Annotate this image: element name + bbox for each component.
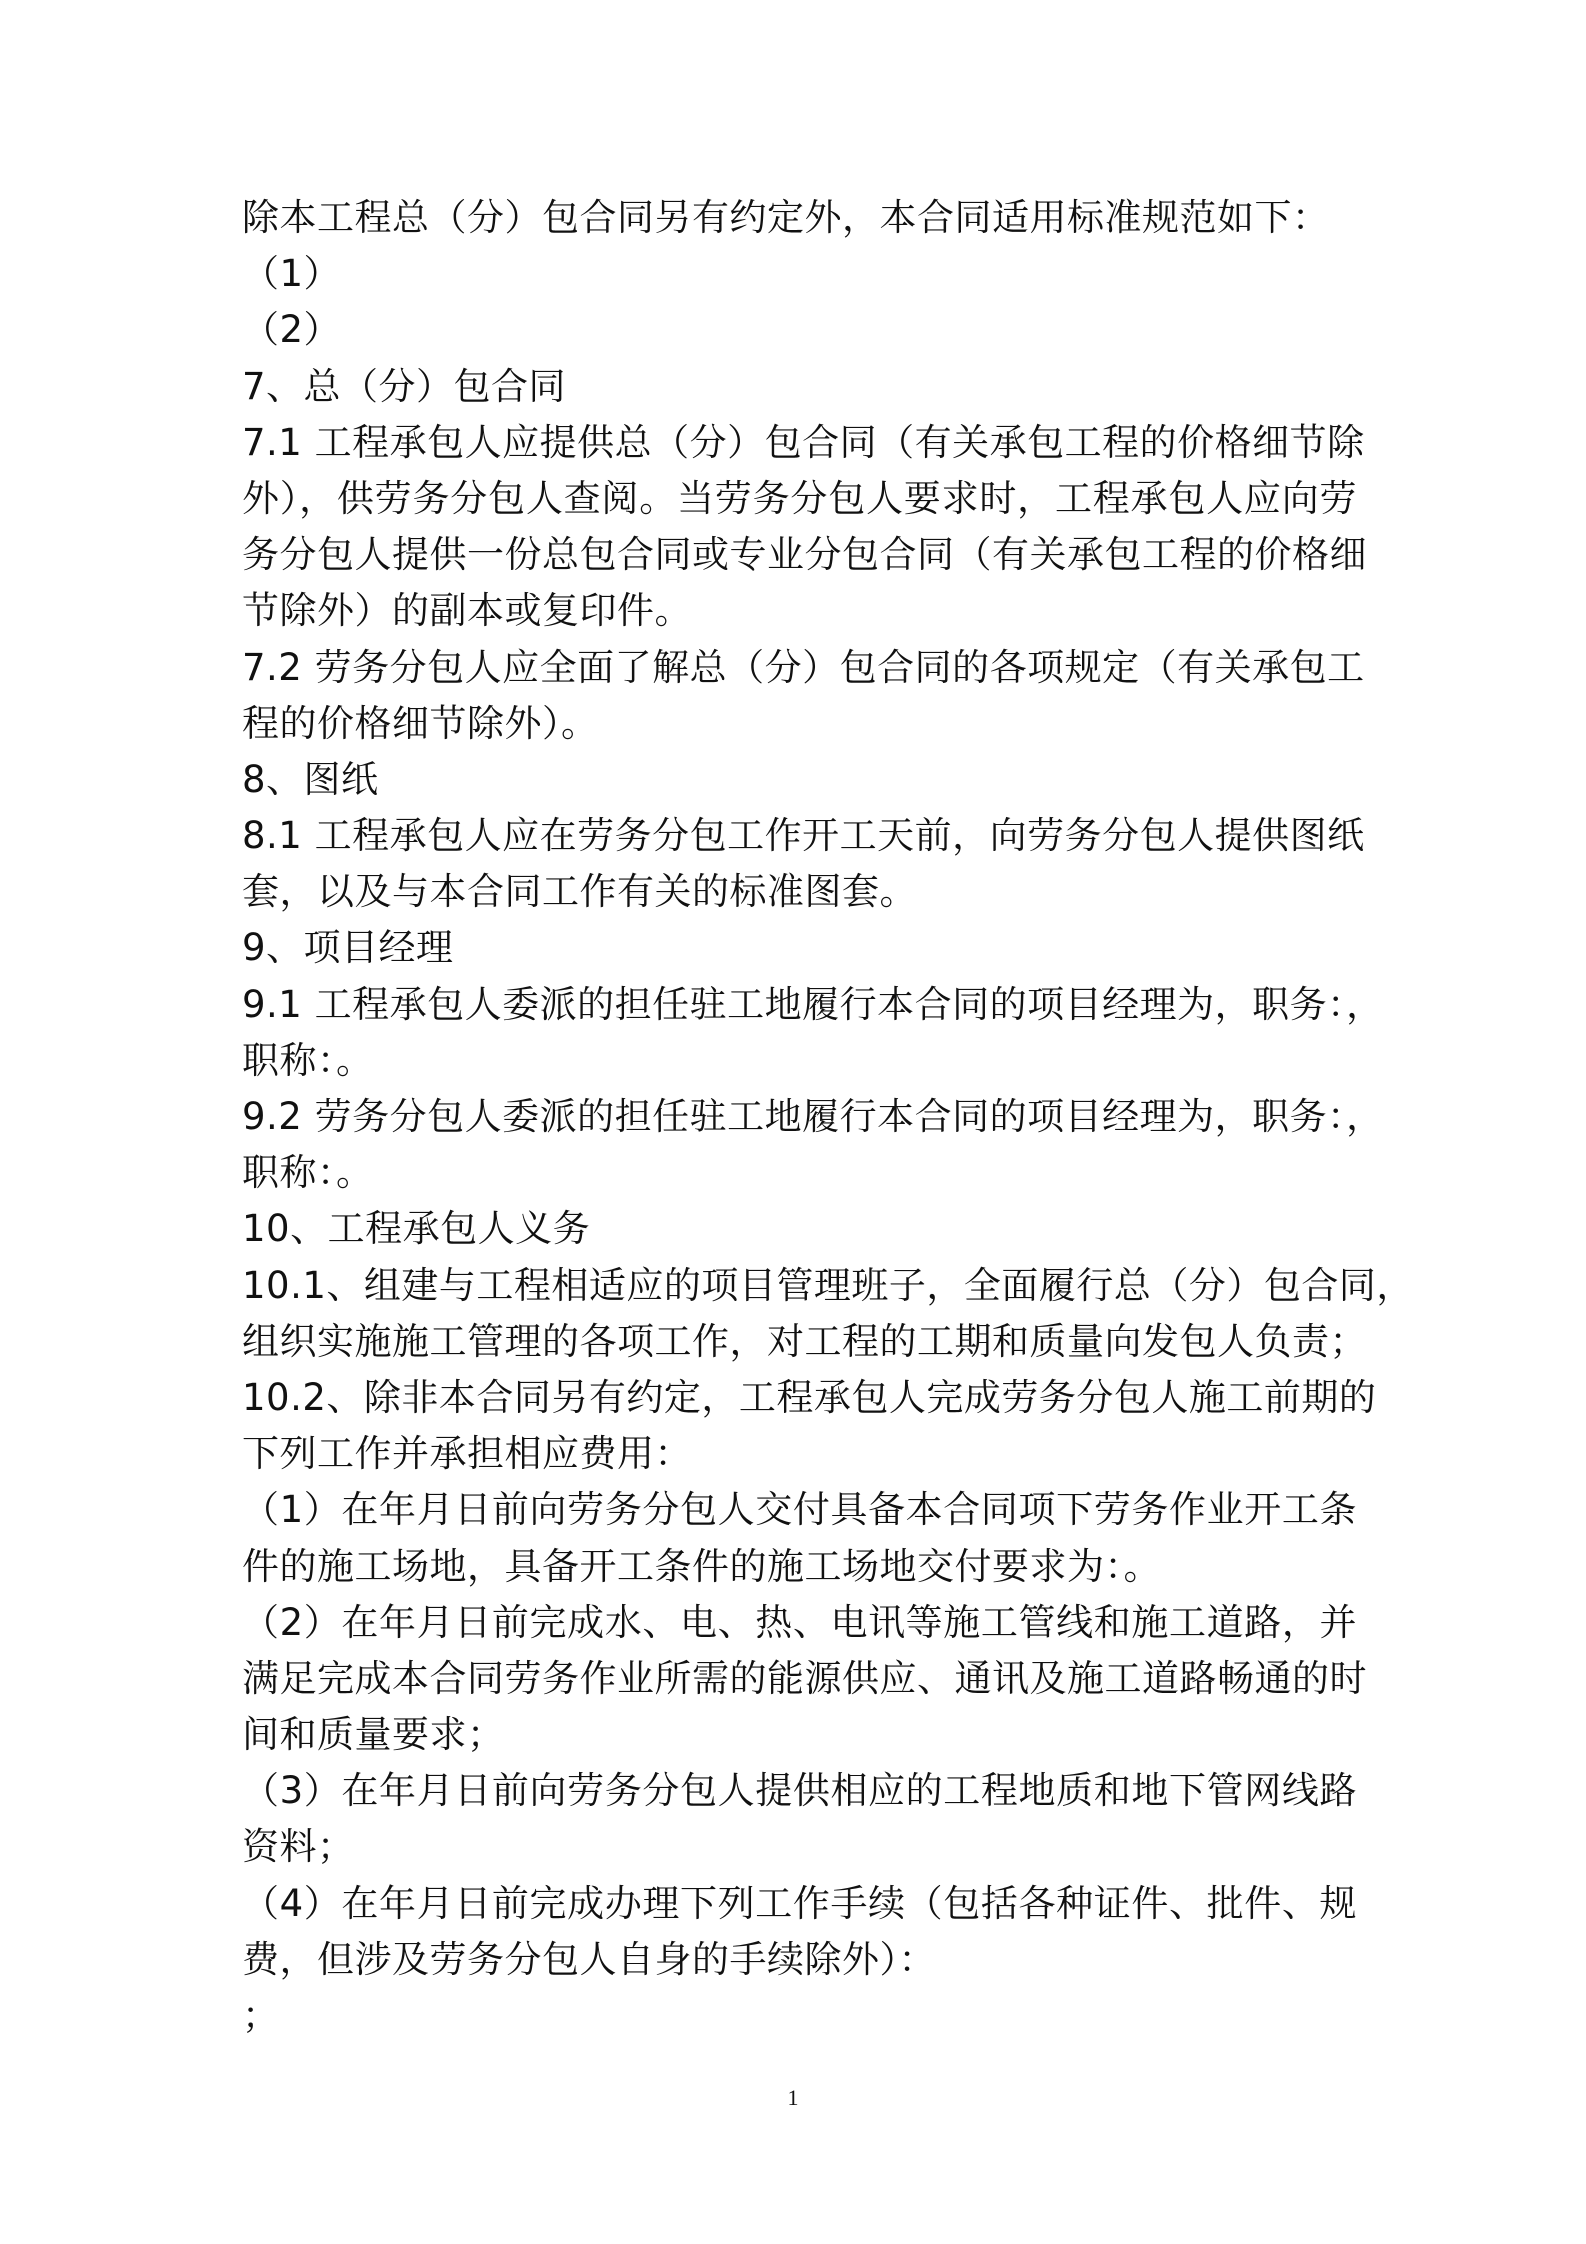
text-line: 9.2 劳务分包人委派的担任驻工地履行本合同的项目经理为，职务：， xyxy=(242,1095,1384,1138)
text-line: （1） xyxy=(242,252,342,296)
text-line: 8.1 工程承包人应在劳务分包工作开工天前，向劳务分包人提供图纸 xyxy=(242,814,1365,858)
section-heading-8: 8、图纸 xyxy=(242,757,379,801)
page-number: 1 xyxy=(787,2085,799,2110)
text-line: （2） xyxy=(242,308,342,352)
text-line: 职称：。 xyxy=(242,1038,374,1082)
text-line: 费，但涉及劳务分包人自身的手续除外）： xyxy=(242,1937,936,1981)
section-heading-7: 7、总（分）包合同 xyxy=(242,364,567,408)
section-heading-9: 9、项目经理 xyxy=(242,926,454,970)
text-line: 9.1 工程承包人委派的担任驻工地履行本合同的项目经理为，职务：， xyxy=(242,982,1384,1026)
text-line: 套，以及与本合同工作有关的标准图套。 xyxy=(242,870,917,914)
text-line: （3）在年月日前向劳务分包人提供相应的工程地质和地下管网线路 xyxy=(242,1769,1357,1813)
text-line: 满足完成本合同劳务作业所需的能源供应、通讯及施工道路畅通的时 xyxy=(242,1656,1367,1700)
text-line: 资料； xyxy=(242,1825,355,1869)
text-line: （1）在年月日前向劳务分包人交付具备本合同项下劳务作业开工条 xyxy=(242,1488,1357,1532)
text-line: 件的施工场地，具备开工条件的施工场地交付要求为：。 xyxy=(242,1544,1161,1588)
text-line: 节除外）的副本或复印件。 xyxy=(242,589,692,633)
text-line: 程的价格细节除外）。 xyxy=(242,701,599,745)
document-body xyxy=(242,190,1414,2044)
text-line: 间和质量要求； xyxy=(242,1713,505,1757)
text-line: ； xyxy=(242,1994,280,2037)
text-line: 下列工作并承担相应费用： xyxy=(242,1432,692,1476)
text-line: 务分包人提供一份总包合同或专业分包合同（有关承包工程的价格细 xyxy=(242,533,1367,577)
text-line: 外），供劳务分包人查阅。当劳务分包人要求时，工程承包人应向劳 xyxy=(242,476,1357,520)
text-line: （4）在年月日前完成办理下列工作手续（包括各种证件、批件、规 xyxy=(242,1881,1357,1925)
text-line: 7.1 工程承包人应提供总（分）包合同（有关承包工程的价格细节除 xyxy=(242,420,1365,464)
text-line: 10.1、组建与工程相适应的项目管理班子，全面履行总（分）包合同， xyxy=(242,1263,1414,1307)
text-line: 7.2 劳务分包人应全面了解总（分）包合同的各项规定（有关承包工 xyxy=(242,645,1365,689)
section-heading-10: 10、工程承包人义务 xyxy=(242,1207,591,1251)
text-line: 除本工程总（分）包合同另有约定外，本合同适用标准规范如下： xyxy=(242,196,1330,239)
text-line: 组织实施施工管理的各项工作，对工程的工期和质量向发包人负责； xyxy=(242,1319,1367,1363)
text-line: 10.2、除非本合同另有约定，工程承包人完成劳务分包人施工前期的 xyxy=(242,1375,1377,1419)
text-line: （2）在年月日前完成水、电、热、电讯等施工管线和施工道路，并 xyxy=(242,1600,1357,1644)
text-line: 职称：。 xyxy=(242,1151,374,1195)
